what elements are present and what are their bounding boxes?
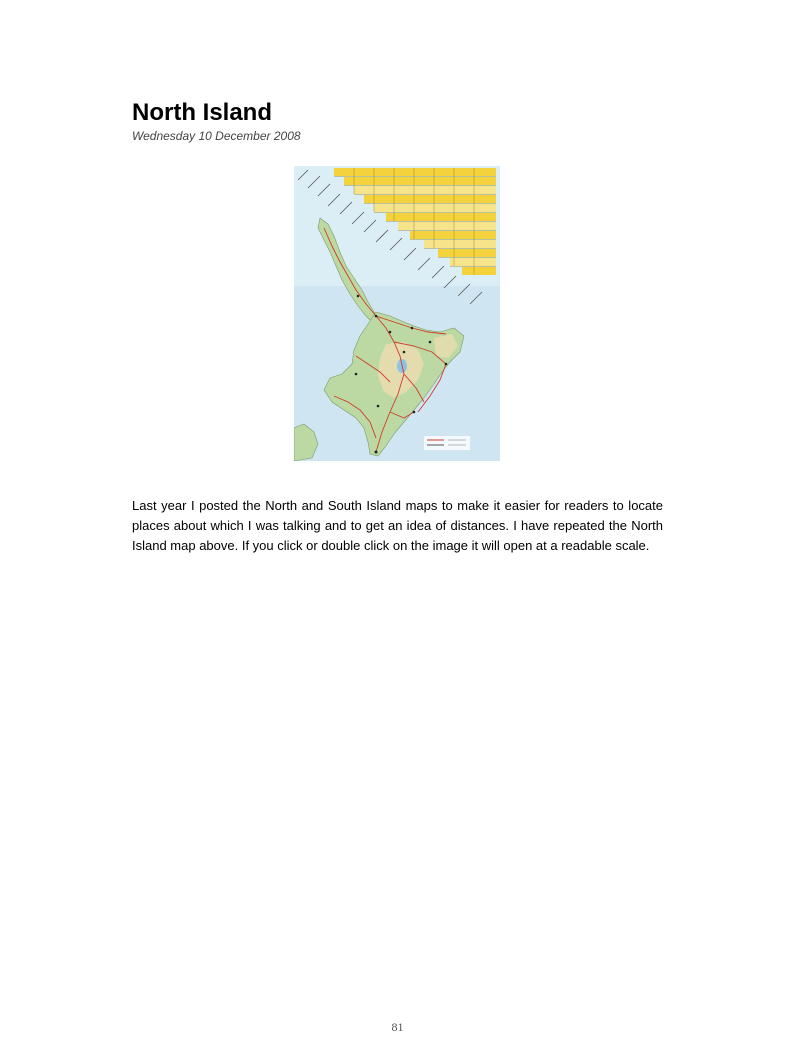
post-title: North Island xyxy=(132,99,273,126)
north-island-map-image[interactable] xyxy=(294,166,500,461)
post-body: Last year I posted the North and South Island maps to make it easier for readers to locate places about which I was talking and to get an idea of distances. I have repeated the North Island map above. If you click or double click on the image it will open at a readable scale. xyxy=(132,498,663,553)
map-legend xyxy=(424,436,470,450)
post-date: Wednesday 10 December 2008 xyxy=(132,129,301,143)
map-illustration xyxy=(294,166,500,461)
page-number: 81 xyxy=(391,1020,404,1034)
